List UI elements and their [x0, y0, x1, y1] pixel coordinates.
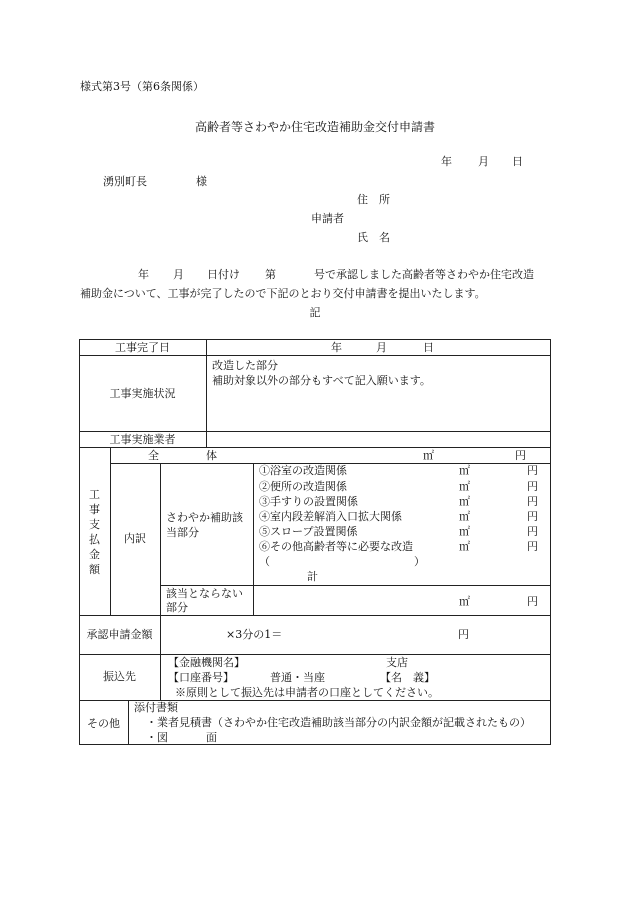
completion-day: 日: [423, 341, 434, 354]
total-yen: 円: [515, 449, 526, 462]
applicant-label: 申請者: [311, 212, 344, 225]
non-applicable-sqm: ㎡: [459, 595, 470, 608]
completion-date-label: 工事完了日: [115, 341, 170, 354]
transfer-label: 振込先: [103, 670, 136, 683]
work-status-line2: 補助対象以外の部分もすべて記入願います。: [212, 374, 431, 387]
completion-year: 年: [331, 341, 342, 354]
total-label-2: 体: [206, 449, 217, 462]
body-month: 月: [173, 268, 184, 281]
account-type: 普通・当座: [270, 671, 325, 684]
item-sqm: ㎡: [459, 540, 470, 553]
transfer-note: ※原則として振込先は申請者の口座としてください。: [175, 686, 439, 699]
date-month-label: 月: [478, 155, 489, 168]
completion-month: 月: [376, 341, 387, 354]
addressee: 湧別町長: [103, 175, 147, 188]
account-label: 【口座番号】: [168, 671, 234, 684]
date-year-label: 年: [441, 155, 452, 168]
body-year: 年: [138, 268, 149, 281]
work-status-line1: 改造した部分: [212, 359, 278, 372]
item-sqm: ㎡: [459, 464, 470, 477]
branch-label: 支店: [386, 656, 408, 669]
body-no: 第: [265, 268, 276, 281]
item-slope: ⑤スロープ設置関係: [259, 525, 358, 538]
item-sqm: ㎡: [459, 510, 470, 523]
item-other: ⑥その他高齢者等に必要な改造: [259, 540, 413, 553]
total-label-1: 全: [148, 449, 159, 462]
ki-heading: 記: [309, 306, 321, 319]
item-handrail: ③手すりの設置関係: [259, 495, 358, 508]
name-label: 氏 名: [357, 231, 390, 244]
attachments-title: 添付書類: [134, 701, 178, 714]
item-yen: 円: [527, 464, 538, 477]
paren-open: （: [259, 555, 270, 568]
item-step: ④室内段差解消入口拡大関係: [259, 510, 402, 523]
non-applicable-label-2: 部分: [166, 601, 188, 614]
attachment-drawing-b: 面: [206, 731, 217, 744]
item-yen: 円: [527, 480, 538, 493]
other-label: その他: [87, 717, 120, 730]
item-sqm: ㎡: [459, 480, 470, 493]
paren-close: ）: [414, 555, 425, 568]
item-yen: 円: [527, 525, 538, 538]
addressee-suffix: 様: [196, 175, 207, 188]
sawayaka-label-2: 当部分: [166, 526, 199, 539]
approval-yen: 円: [458, 628, 469, 641]
item-sqm: ㎡: [459, 495, 470, 508]
subtotal-label: 計: [307, 570, 318, 583]
total-sqm: ㎡: [423, 449, 434, 462]
attachment-estimate: ・業者見積書（さわやか住宅改造補助該当部分の内訳金額が記載されたもの）: [146, 716, 531, 729]
sawayaka-label-1: さわやか補助該: [166, 511, 243, 524]
non-applicable-label-1: 該当とならない: [166, 587, 243, 600]
date-day-label: 日: [512, 155, 523, 168]
item-yen: 円: [527, 495, 538, 508]
holder-label: 【名 義】: [380, 671, 435, 684]
item-yen: 円: [527, 510, 538, 523]
address-label: 住 所: [357, 193, 390, 206]
item-bath: ①浴室の改造関係: [259, 464, 347, 477]
non-applicable-yen: 円: [527, 595, 538, 608]
work-status-label: 工事実施状況: [109, 387, 176, 400]
item-yen: 円: [527, 540, 538, 553]
body-line1-rest: 号で承認しました高齢者等さわやか住宅改造: [314, 268, 534, 281]
breakdown-label: 内訳: [124, 532, 146, 545]
page-title: 高齢者等さわやか住宅改造補助金交付申請書: [194, 120, 435, 134]
attachment-drawing-a: ・図: [146, 731, 168, 744]
item-sqm: ㎡: [459, 525, 470, 538]
item-toilet: ②便所の改造関係: [259, 480, 347, 493]
body-line2: 補助金について、工事が完了したので下記のとおり交付申請書を提出いたします。: [80, 287, 486, 300]
approval-formula: ×3分の1＝: [226, 628, 283, 641]
bank-label: 【金融機関名】: [168, 656, 245, 669]
form-number: 様式第3号（第6条関係）: [80, 80, 204, 93]
body-date: 日付け: [207, 268, 240, 281]
approval-amount-label: 承認申請金額: [86, 628, 153, 641]
contractor-label: 工事実施業者: [109, 433, 176, 446]
